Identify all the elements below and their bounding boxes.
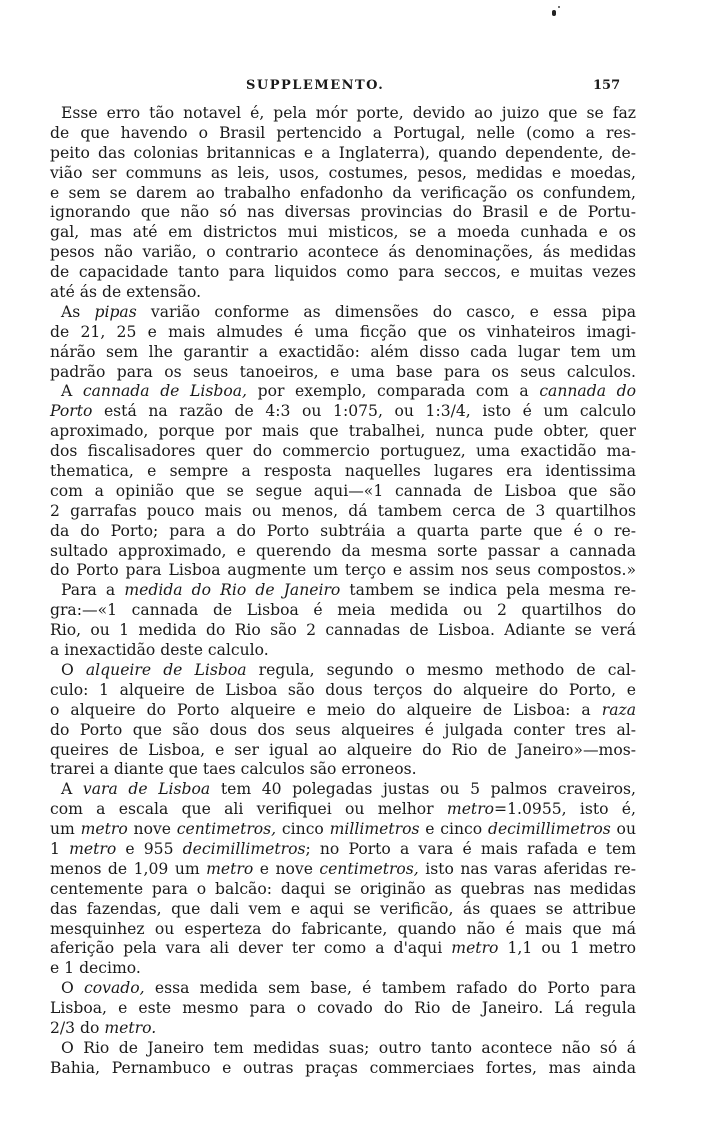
text-segment: isto nas varas aferidas re- xyxy=(418,859,636,878)
italic-term: vara de Lisboa xyxy=(82,780,211,799)
text-line: pesos não varião, o contrario acontece ás denominações, ás medidas xyxy=(50,243,636,262)
text-line xyxy=(50,979,636,999)
text-segment: e cinco xyxy=(419,820,488,839)
text-segment: o alqueire do Porto alqueire e meio do alqueire de Lisboa: a xyxy=(50,700,602,719)
text-line: com a opinião que se segue aqui—«1 cannada de Lisboa que são xyxy=(50,481,636,500)
text-line: 2 garrafas pouco mais ou menos, dá tambem cerca de 3 quartilhos xyxy=(50,501,636,520)
text-line xyxy=(50,860,636,880)
text-line: vião ser communs as leis, usos, costumes, pesos, medidas e moedas, xyxy=(50,163,636,182)
text-line: gal, mas até em districtos mui misticos, se a moeda cunhada e os xyxy=(50,223,636,242)
italic-term: Porto xyxy=(50,402,93,421)
text-segment: O xyxy=(61,979,85,998)
text-line: Esse erro tão notavel é, pela mór porte, devido ao juizo que se faz xyxy=(61,104,636,122)
text-segment: aferição pela vara ali dever ter como a d'aqui xyxy=(50,939,452,958)
italic-term: pipas xyxy=(94,302,137,321)
text-segment: ; no Porto a vara é mais rafada e tem xyxy=(305,839,636,858)
text-segment: A xyxy=(61,780,83,799)
text-segment: 1 xyxy=(50,839,70,858)
text-line: a inexactidão deste calculo. xyxy=(50,641,269,660)
text-segment: A xyxy=(61,382,83,401)
italic-term: metro xyxy=(69,839,117,858)
text-segment: tem 40 polegadas justas ou 5 palmos craveiros, xyxy=(210,780,637,799)
italic-term: metro xyxy=(206,859,254,878)
text-line: e sem se darem ao trabalho enfadonho da verificação os confundem, xyxy=(50,183,636,202)
text-line xyxy=(50,701,636,721)
text-line: queires de Lisboa, e ser igual ao alqueire do Rio de Janeiro»—mos- xyxy=(50,740,636,759)
text-segment: As xyxy=(61,302,95,321)
text-segment: tambem se indica pela mesma re- xyxy=(340,581,636,600)
text-segment: com a escala que ali verifiquei ou melhor xyxy=(50,800,447,819)
text-line: das fazendas, que dali vem e aqui se verificão, ás quaes se attribue xyxy=(50,899,636,918)
text-line: Lisboa, e este mesmo para o covado do Rio de Janeiro. Lá regula xyxy=(50,999,636,1018)
text-line: e 1 decimo. xyxy=(50,959,141,978)
text-segment: nove xyxy=(127,820,177,839)
text-segment: e nove xyxy=(253,859,320,878)
text-segment: O xyxy=(61,660,86,679)
text-segment: =1.0955, isto é, xyxy=(494,800,636,819)
text-segment: por exemplo, comparada com a xyxy=(247,382,540,401)
text-line: trarei a diante que taes calculos são erroneos. xyxy=(50,760,417,779)
italic-term: medida do Rio de Janeiro xyxy=(124,581,341,600)
text-segment: está na razão de 4:3 ou 1:075, ou 1:3/4, isto é um calculo xyxy=(92,402,636,421)
text-line: aproximado, porque por mais que trabalhei, nunca pude obter, quer xyxy=(50,422,636,441)
italic-term: cannada de Lisboa, xyxy=(82,382,247,401)
text-line: gra:—«1 cannada de Lisboa é meia medida ou 2 quartilhos do xyxy=(50,601,636,620)
text-segment: ou xyxy=(610,820,636,839)
italic-term: decimillimetros xyxy=(487,820,611,839)
text-segment: menos de 1,09 um xyxy=(50,859,207,878)
text-line: do Porto para Lisboa augmente um terço e assim nos seus compostos.» xyxy=(50,561,636,580)
text-line xyxy=(50,939,636,959)
text-line xyxy=(50,1019,636,1039)
ink-speck-small xyxy=(558,6,560,8)
text-line xyxy=(50,382,636,402)
italic-term: alqueire de Lisboa xyxy=(85,660,247,679)
text-line: nárão sem lhe garantir a exactidão: além disso cada lugar tem um xyxy=(50,342,636,361)
text-line xyxy=(50,820,636,840)
text-line: centemente para o balcão: daqui se originão as quebras nas medidas xyxy=(50,879,636,898)
running-head: SUPPLEMENTO. xyxy=(246,78,385,93)
italic-term: millimetros xyxy=(329,820,420,839)
text-line xyxy=(50,800,636,820)
italic-term: metro xyxy=(446,800,495,819)
text-segment: 1,1 ou 1 metro xyxy=(498,939,637,958)
italic-term: decimillimetros xyxy=(182,839,306,858)
text-line xyxy=(50,661,636,681)
text-segment: varião conforme as dimensões do casco, e essa pipa xyxy=(136,302,636,321)
text-segment: um xyxy=(50,820,81,839)
text-line: do Porto que são dous dos seus alqueires é julgada conter tres al- xyxy=(50,720,636,739)
text-segment: regula, segundo o mesmo methodo de cal- xyxy=(246,660,637,679)
italic-term: raza xyxy=(601,700,636,719)
text-line: ignorando que não só nas diversas provincias do Brasil e de Portu- xyxy=(50,203,636,222)
italic-term: centimetros, xyxy=(319,859,419,878)
italic-term: centimetros, xyxy=(176,820,277,839)
text-line: mesquinhez ou esperteza do fabricante, quando não é mais que má xyxy=(50,919,636,938)
body-text xyxy=(50,104,636,1079)
text-segment: e 955 xyxy=(116,839,183,858)
text-line xyxy=(50,780,636,800)
text-line: Bahia, Pernambuco e outras praças commerciaes fortes, mas ainda xyxy=(50,1058,636,1077)
text-line: thematica, e sempre a resposta naquelles lugares era identissima xyxy=(50,462,636,481)
text-line: até ás de extensão. xyxy=(50,283,202,302)
text-line xyxy=(50,402,636,422)
text-line: de que havendo o Brasil pertencido a Portugal, nelle (como a res- xyxy=(50,123,636,142)
text-line: dos fiscalisadores quer do commercio portuguez, uma exactidão ma- xyxy=(50,442,636,461)
italic-term: metro. xyxy=(104,1018,157,1037)
italic-term: covado, xyxy=(84,979,145,998)
text-line: de capacidade tanto para liquidos como para seccos, e muitas vezes xyxy=(50,263,636,282)
italic-term: metro xyxy=(80,820,128,839)
text-line xyxy=(50,303,636,323)
text-line: sultado approximado, e querendo da mesma sorte passar a cannada xyxy=(50,541,636,560)
text-segment: essa medida sem base, é tambem rafado do Porto para xyxy=(144,979,636,998)
ink-speck xyxy=(552,10,556,16)
text-line xyxy=(50,840,636,860)
text-line: culo: 1 alqueire de Lisboa são dous terços do alqueire do Porto, e xyxy=(50,680,636,699)
italic-term: cannada do xyxy=(539,382,636,401)
text-segment: cinco xyxy=(276,820,330,839)
text-line: O Rio de Janeiro tem medidas suas; outro tanto acontece não só á xyxy=(61,1038,636,1057)
text-segment: 2/3 do xyxy=(50,1018,105,1037)
text-line: padrão para os seus tanoeiros, e uma base para os seus calculos. xyxy=(50,362,636,381)
italic-term: metro xyxy=(451,939,499,958)
page-number: 157 xyxy=(593,78,621,93)
text-line: Rio, ou 1 medida do Rio são 2 cannadas de Lisboa. Adiante se verá xyxy=(50,621,636,640)
text-line: peito das colonias britannicas e a Inglaterra), quando dependente, de- xyxy=(50,143,636,162)
text-line xyxy=(50,581,636,601)
text-line: de 21, 25 e mais almudes é uma ficção que os vinhateiros imagi- xyxy=(50,322,636,341)
text-line: da do Porto; para a do Porto subtráia a quarta parte que é o re- xyxy=(50,521,636,540)
text-segment: Para a xyxy=(61,581,125,600)
